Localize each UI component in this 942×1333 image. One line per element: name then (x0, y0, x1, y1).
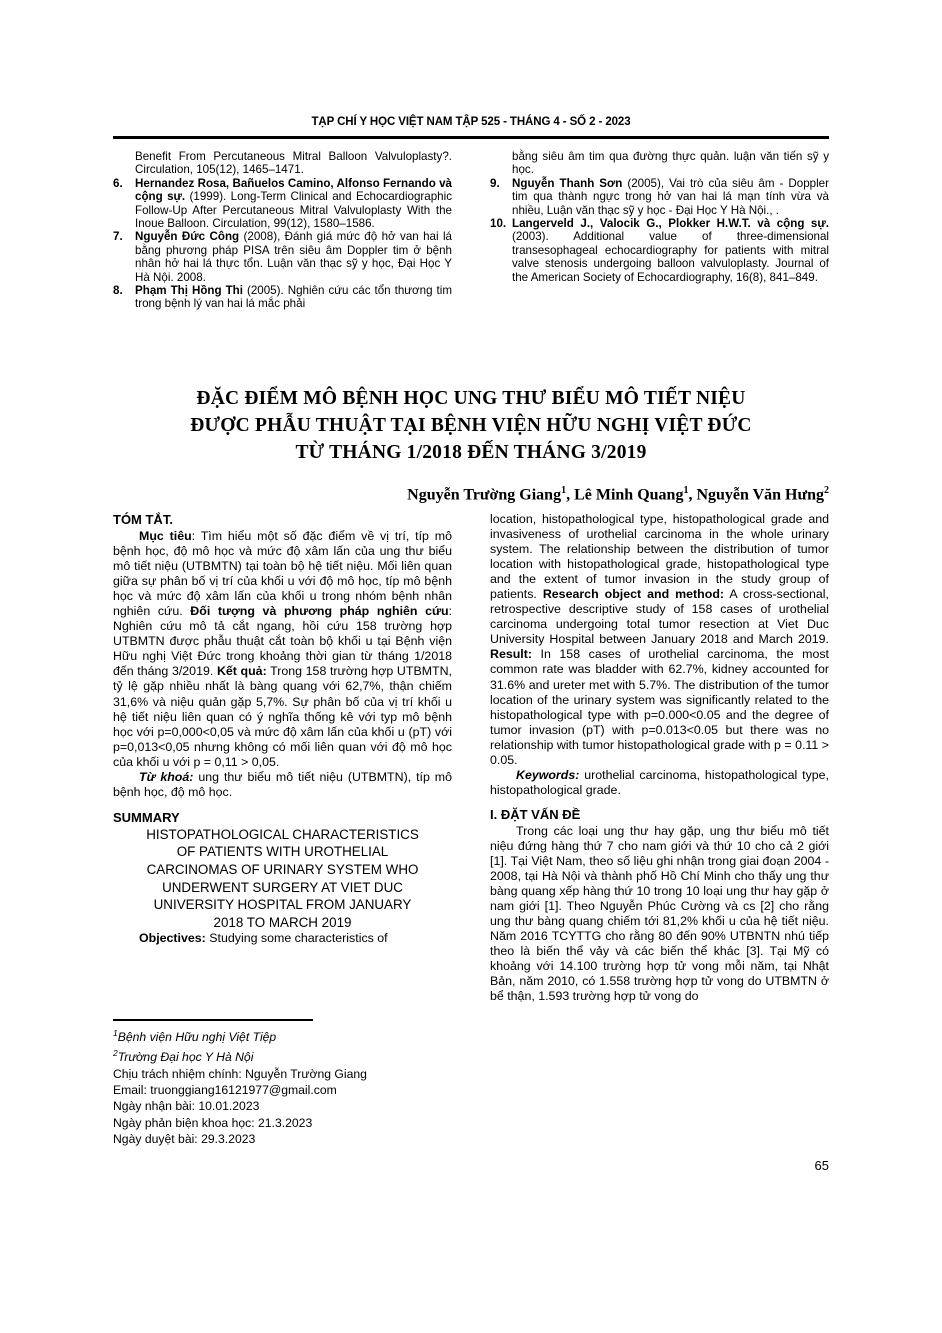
summary-title-line: CARCINOMAS OF URINARY SYSTEM WHO (146, 862, 419, 878)
running-head: TẠP CHÍ Y HỌC VIỆT NAM TẬP 525 - THÁNG 4 - SỐ 2 - 2023 (311, 116, 631, 128)
reference-authors: Nguyễn Thanh Sơn (512, 176, 623, 190)
summary-title-line: UNDERWENT SURGERY AT VIET DUC (162, 879, 403, 895)
references-block (113, 150, 829, 311)
references-left-column (113, 150, 452, 311)
summary-title-line: HISTOPATHOLOGICAL CHARACTERISTICS (146, 826, 419, 842)
abstract-vi-body: Mục tiêu: Tìm hiểu một số đặc điểm về vị trí, típ mô bệnh học, độ mô học và mức độ xâm lấn của ung thư biểu mô tiết niệu (UTBMTN) tại toàn bộ hệ tiết niệu. Mối liên quan giữa sự phân bố vị trí của khối u với độ mô học, típ mô bệnh học và mức độ xâm lấn của khối u trong nhóm bệnh nhân nghiên cứu. Đối tượng và phương pháp nghiên cứu: Nghiên cứu mô tả cắt ngang, hồi cứu 158 trường hợp UTBMTN được phẫu thuật cắt toàn bộ khối u tại Bệnh viện Hữu nghị Việt Đức trong khoảng thời gian từ tháng 1/2018 đến tháng 3/2019. Kết quả: Trong 158 trường hợp UTBMTN, tỷ lệ gặp nhiều nhất là bàng quang với 62,7%, thận chiếm 31,6% và niệu quản gặp 5,7%. Sự phân bố của vị trí khối u hệ tiết niệu liên quan có ý nghĩa thống kê với typ mô bệnh học với p=0,000<0,05 và mức độ xâm lấn của khối u (pT) với p=0,013<0,05 nhưng không có mối liên quan với độ mô học của khối u với p = 0,11 > 0,05. (113, 529, 452, 769)
reference-number: 6. (113, 176, 123, 190)
reference-authors: Langerveld J., Valocik G., Plokker H.W.T. và cộng sự. (512, 217, 829, 231)
reference-number: 7. (113, 230, 123, 244)
article-title (113, 385, 829, 466)
affiliation-2: $^2$Trường Đại học Y Hà Nội (113, 1048, 254, 1065)
body-columns (113, 512, 829, 1004)
abstract-vi-keywords: Từ khoá: ung thư biểu mô tiết niệu (UTBMTN), típ mô bệnh học, độ mô học. (113, 769, 453, 799)
reference-number: 9. (490, 176, 500, 190)
summary-title (113, 826, 452, 932)
summary-title-line: UNIVERSITY HOSPITAL FROM JANUARY (153, 897, 412, 913)
date-accepted: Ngày duyệt bài: 29.3.2023 (113, 1131, 256, 1146)
page-number: 65 (814, 1158, 829, 1173)
summary-title-line: OF PATIENTS WITH UROTHELIAL (176, 844, 389, 860)
article-title-line: ĐẶC ĐIỂM MÔ BỆNH HỌC UNG THƯ BIỂU MÔ TIẾT NIỆU (196, 388, 746, 409)
reference-text (135, 230, 452, 284)
reference-text (512, 217, 829, 284)
footnote-block (113, 1025, 452, 1147)
left-column (113, 512, 452, 1004)
introduction-body: Trong các loại ung thư hay gặp, ung thư biểu mô tiết niệu đứng hàng thứ 7 cho nam giới và thứ 10 cho cả 2 giới [1]. Tại Việt Nam, theo số liệu ghi nhận trong giai đoạn 2004 - 2008, tại Hà Nội và thành phố Hồ Chí Minh cho thấy ung thư bàng quang xếp hàng thứ 10 trong 10 loại ung thư hay gặp ở nam giới [1]. Theo Nguyễn Phúc Cường và cs [2] cho rằng ung thư bàng quang chiếm tới 81,2% khối u của hệ tiết niệu. Năm 2016 TCYTTG cho rằng 80 đến 90% UTBNTN nhú tiếp theo là biến thể vảy và các biến thể khác [3]. Tại Mỹ có khoảng với 14.100 trường hợp tử vong mỗi năm, tại Nhật Bản, năm 2010, có 1.558 trường hợp tử vong do UTBMTN ở bể thận, 1.593 trường hợp tử vong do (490, 823, 829, 1004)
reference-rest: (2008), Đánh giá mức độ hở van hai lá bằng phương pháp PISA trên siêu âm Doppler tim ở bệnh nhân hở hai lá thực tổn. Luận văn thạc sỹ y học, Đại Học Y Hà Nội. 2008. (135, 230, 453, 284)
right-column (490, 512, 829, 1004)
reference-item (490, 177, 829, 217)
header-rule (113, 136, 829, 139)
summary-objectives: Objectives: Studying some characteristics of (139, 931, 388, 946)
reference-rest: (2003). Additional value of three-dimensional transesophageal echocardiography for patients with mitral valve stenosis undergoing balloon valvuloplasty. Journal of the American Society of Echocardiography, 16(8), 841–849. (512, 230, 829, 284)
affiliation-1: $^1$Bệnh viện Hữu nghị Việt Tiệp (113, 1028, 277, 1045)
date-reviewed: Ngày phản biện khoa học: 21.3.2023 (113, 1115, 313, 1130)
reference-text (135, 177, 452, 231)
corresponding-author: Chịu trách nhiệm chính: Nguyễn Trường Giang (113, 1066, 367, 1081)
reference-number: 10. (490, 217, 507, 231)
author-list: Nguyễn Trường Giang$^1$, Lê Minh Quang$^1$, Nguyễn Văn Hưng$^2$ (407, 485, 829, 504)
reference-item (113, 177, 452, 231)
summary-title-line: 2018 TO MARCH 2019 (213, 914, 352, 930)
reference-rest: (2005). Nghiên cứu các tổn thương tim trong bệnh lý van hai lá mắc phải (135, 284, 452, 311)
reference-rest: (1999). Long-Term Clinical and Echocardiographic Follow-Up After Percutaneous Mitral Valvuloplasty With the Inoue Balloon. Circulation, 99(12), 1580–1586. (135, 190, 452, 231)
reference-authors: Hernandez Rosa, Bañuelos Camino, Alfonso Fernando và cộng sự. (135, 176, 452, 204)
article-title-line: ĐƯỢC PHẪU THUẬT TẠI BỆNH VIỆN HỮU NGHỊ VIỆT ĐỨC (190, 415, 752, 436)
reference-text (512, 177, 829, 217)
footnote-rule (113, 1019, 313, 1021)
reference-item (113, 230, 452, 284)
reference-authors: Nguyễn Đức Công (135, 230, 240, 244)
abstract-vi-heading: TÓM TẮT. (113, 512, 173, 527)
summary-heading: SUMMARY (113, 809, 180, 825)
reference-text (135, 284, 452, 311)
corresponding-email: Email: truonggiang16121977@gmail.com (113, 1083, 337, 1098)
article-title-line: TỪ THÁNG 1/2018 ĐẾN THÁNG 3/2019 (295, 442, 647, 463)
summary-body: location, histopathological type, histopathological grade and invasiveness of urothelial carcinoma in the whole urinary system. The relationship between the distribution of tumor location with histopathological grade, histopathological type and the extent of tumor invasion in the study group of patients. Research object and method: A cross-sectional, retrospective descriptive study of 158 cases of urothelial carcinoma undergoing total tumor resection at Viet Duc University Hospital between January 2018 and March 2019. Result: In 158 cases of urothelial carcinoma, the most common rate was bladder with 62.7%, kidney accounted for 31.6% and ureter met with 5.7%. The distribution of the tumor location of the urinary system was significantly related to the histopathological type with p=0.000<0.05 and the degree of tumor invasion (pT) with p=0.013<0.05 but there was no relationship with tumor histopathological grade with p = 0.11 > 0.05. (490, 512, 829, 767)
references-right-column (490, 150, 829, 311)
reference-authors: Phạm Thị Hồng Thi (135, 284, 243, 298)
reference-rest: (2005), Vai trò của siêu âm - Doppler tim qua thành ngực trong hở van hai lá mạn tính vừa và nhiều, Luận văn thạc sỹ y học - Đại Học Y Hà Nội., . (512, 176, 829, 217)
reference-item (490, 217, 829, 284)
reference-continuation: bằng siêu âm tim qua đường thực quản. luận văn tiến sỹ y học. (512, 150, 829, 177)
reference-number: 8. (113, 284, 123, 298)
introduction-heading: I. ĐẶT VẤN ĐỀ (490, 806, 581, 822)
reference-continuation: Benefit From Percutaneous Mitral Balloon Valvuloplasty?. Circulation, 105(12), 1465–1471. (135, 150, 452, 177)
reference-item (113, 284, 452, 311)
date-received: Ngày nhận bài: 10.01.2023 (113, 1099, 260, 1114)
summary-keywords: Keywords: urothelial carcinoma, histopathological type, histopathological grade. (490, 767, 829, 797)
